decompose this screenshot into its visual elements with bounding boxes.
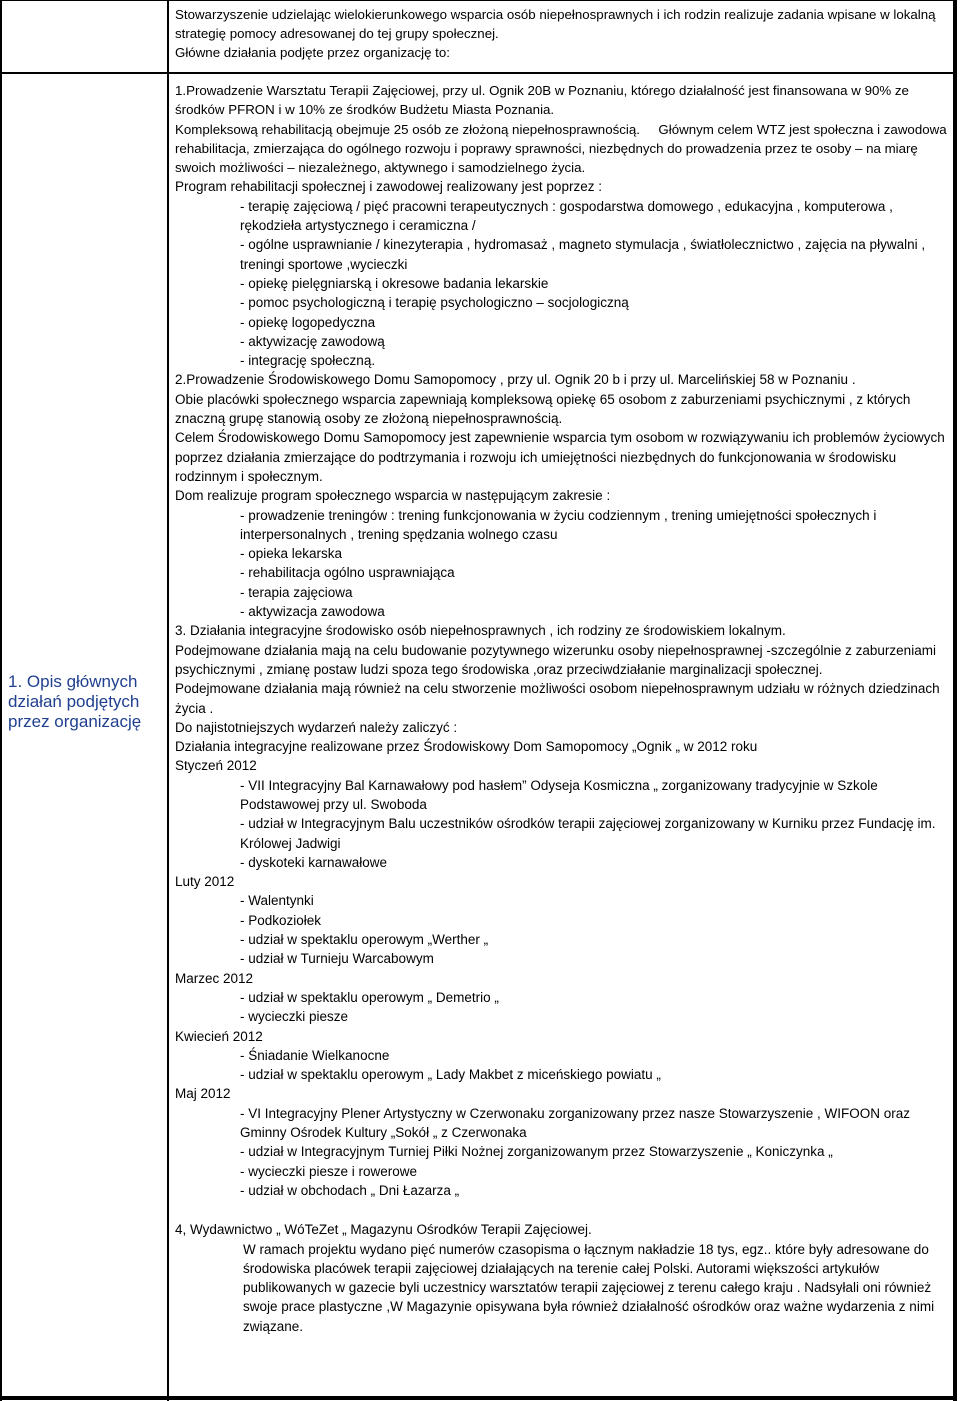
list-item: - Podkoziołek (240, 912, 322, 928)
list-item: - Śniadanie Wielkanocne (240, 1047, 390, 1063)
list-item: - Walentynki (240, 893, 314, 909)
table-border-right-thick (953, 0, 957, 1401)
list-item: - integrację społeczną. (240, 353, 376, 369)
intro-line-2: Główne działania podjęte przez organizację to: (175, 45, 450, 60)
list-item: - udział w spektaklu operowym „Werther „ (240, 932, 489, 948)
list-item: - wycieczki piesze (240, 1009, 349, 1025)
section3-text-4: Działania integracyjne realizowane przez Środowiskowy Dom Samopomocy „Ognik „ w 2012 roku (175, 739, 758, 755)
list-item: - prowadzenie treningów : trening funkcjonowania w życiu codziennym , trening umiejętności społecznych i interpersonalnych , trening spędzania wolnego czasu (240, 507, 877, 542)
list-item: - udział w spektaklu operowym „ Lady Makbet z miceńskiego powiatu „ (240, 1067, 661, 1083)
list-item: - pomoc psychologiczną i terapię psychologiczno – socjologiczną (240, 295, 629, 311)
list-item: - aktywizację zawodową (240, 333, 385, 349)
list-item: - opiekę logopedyczna (240, 314, 376, 330)
month-label: Maj 2012 (175, 1086, 231, 1102)
section3-text-1: Podejmowane działania mają na celu budowanie pozytywnego wizerunku osoby niepełnosprawnej -szczególnie z zaburzeniami psychicznymi , zmianę postaw ludzi spoza tego środowiska ,oraz przeciwdziałanie marginalizacji społecznej. (175, 642, 936, 677)
section1-text-1: Kompleksową rehabilitacją obejmuje 25 osób ze złożoną niepełnosprawnością. (175, 121, 640, 137)
section2-text-2: Celem Środowiskowego Domu Samopomocy jest zapewnienie wsparcia tym osobom w rozwiązywaniu ich problemów życiowych poprzez działania zmierzające do podtrzymania i rozwoju ich umiejętności niezbędnych do funkcjonowania w środowisku rodzinnym i społecznym. (175, 430, 945, 484)
table-border-middle (167, 0, 169, 1401)
list-item: - dyskoteki karnawałowe (240, 854, 388, 870)
intro-text (175, 5, 945, 62)
list-item: - rehabilitacja ogólno usprawniająca (240, 565, 455, 581)
table-border-top (0, 0, 957, 1)
list-item: - ogólne usprawnianie / kinezyterapia , hydromasaż , magneto stymulacja , światłolecznictwo , zajęcia na pływalni , treningi sportowe ,wycieczki (240, 237, 926, 272)
list-item: - opieka lekarska (240, 546, 343, 562)
intro-line-1: Stowarzyszenie udzielając wielokierunkowego wsparcia osób niepełnosprawnych i ich rodzin realizuje zadania wpisane w lokalną strategię pomocy adresowanej do tej grupy społecznej. (175, 7, 936, 41)
section1-text (175, 120, 950, 178)
section4-text: W ramach projektu wydano pięć numerów czasopisma o łącznym nakładzie 18 tys, egz.. które były adresowane do środowiska placówek terapii zajęciowej działających na terenie całej Polski. Autorami większości artykułów publikowanych w gazecie byli uczestnicy warsztatów terapii zajęciowej z terenu całego kraju . Nadsyłali oni również swoje prace plastyczne ,W Magazynie opisywana była również działalność ośrodków oraz ważne wydarzenia z nimi związane. (243, 1241, 935, 1334)
list-item: - terapia zajęciowa (240, 584, 353, 600)
spacer (175, 1200, 950, 1220)
section3-text-3: Do najistotniejszych wydarzeń należy zaliczyć : (175, 719, 458, 735)
list-item: - terapię zajęciową / pięć pracowni terapeutycznych : gospodarstwa domowego , edukacyjna , komputerowa , rękodzieła artystycznego i ceramiczna / (240, 198, 893, 234)
list-item: - VI Integracyjny Plener Artystyczny w Czerwonaku zorganizowany przez nasze Stowarzyszenie , WIFOON oraz Gminny Ośrodek Kultury „Sokół „ z Czerwonaka (240, 1105, 910, 1141)
month-label: Kwiecień 2012 (175, 1028, 263, 1044)
section3-heading: 3. Działania integracyjne środowisko osób niepełnosprawnych , ich rodziny ze środowiskiem lokalnym. (175, 623, 786, 639)
section3-text-2: Podejmowane działania mają również na celu stworzenie możliwości osobom niepełnosprawnym udziału w różnych dziedzinach życia . (175, 681, 940, 716)
month-label: Luty 2012 (175, 874, 235, 890)
section1-text-2: Głównym celem WTZ jest społeczna i zawodowa rehabilitacja, zmierzająca do ogólnego rozwoju i poprawy sprawności, niezbędnych do prowadzenia przez te osoby – na miarę swoich możliwości – niezależnego, aktywnego i samodzielnego życia. (175, 121, 947, 176)
table-border-left (0, 0, 2, 1401)
section4-heading: 4, Wydawnictwo „ WóTeZet „ Magazynu Ośrodków Terapii Zajęciowej. (175, 1222, 592, 1238)
section-label: 1. Opis głównych działań podjętych przez organizację (8, 672, 142, 731)
section2-text-1: Obie placówki społecznego wsparcia zapewniają kompleksową opiekę 65 osobom z zaburzeniami psychicznymi , z których znaczną grupę stanowią osoby ze złożoną niepełnosprawnością. (175, 391, 911, 427)
list-item: - udział w spektaklu operowym „ Demetrio „ (240, 989, 499, 1005)
list-item: - opiekę pielęgniarską i okresowe badania lekarskie (240, 275, 549, 291)
list-item: - udział w obchodach „ Dni Łazarza „ (240, 1182, 460, 1198)
section2-heading: 2.Prowadzenie Środowiskowego Domu Samopomocy , przy ul. Ognik 20 b i przy ul. Marcelińskiej 58 w Poznaniu . (175, 372, 856, 388)
row-divider (0, 72, 957, 74)
list-item: - udział w Turnieju Warcabowym (240, 951, 434, 967)
section1-program-intro: Program rehabilitacji społecznej i zawodowej realizowany jest poprzez : (175, 179, 602, 195)
table-border-bottom-thick (0, 1396, 957, 1400)
section2-program-intro: Dom realizuje program społecznego wsparcia w następującym zakresie : (175, 488, 611, 504)
list-item: - udział w Integracyjnym Balu uczestników ośrodków terapii zajęciowej zorganizowany w Kurniku przez Fundację im. Królowej Jadwigi (240, 816, 936, 851)
list-item: - VII Integracyjny Bal Karnawałowy pod hasłem” Odyseja Kosmiczna „ zorganizowany tradycyjnie w Szkole Podstawowej przy ul. Swoboda (240, 777, 878, 812)
list-item: - udział w Integracyjnym Turniej Piłki Nożnej zorganizowanym przez Stowarzyszenie „ Koniczynka „ (240, 1144, 833, 1160)
month-label: Styczeń 2012 (175, 758, 257, 774)
list-item: - wycieczki piesze i rowerowe (240, 1163, 418, 1179)
main-content (175, 81, 950, 1336)
section1-heading: 1.Prowadzenie Warsztatu Terapii Zajęciowej, przy ul. Ognik 20B w Poznaniu, którego działalność jest finansowana w 90% ze środków PFRON i w 10% ze środków Budżetu Miasta Poznania. (175, 83, 909, 118)
month-label: Marzec 2012 (175, 970, 254, 986)
list-item: - aktywizacja zawodowa (240, 604, 385, 620)
